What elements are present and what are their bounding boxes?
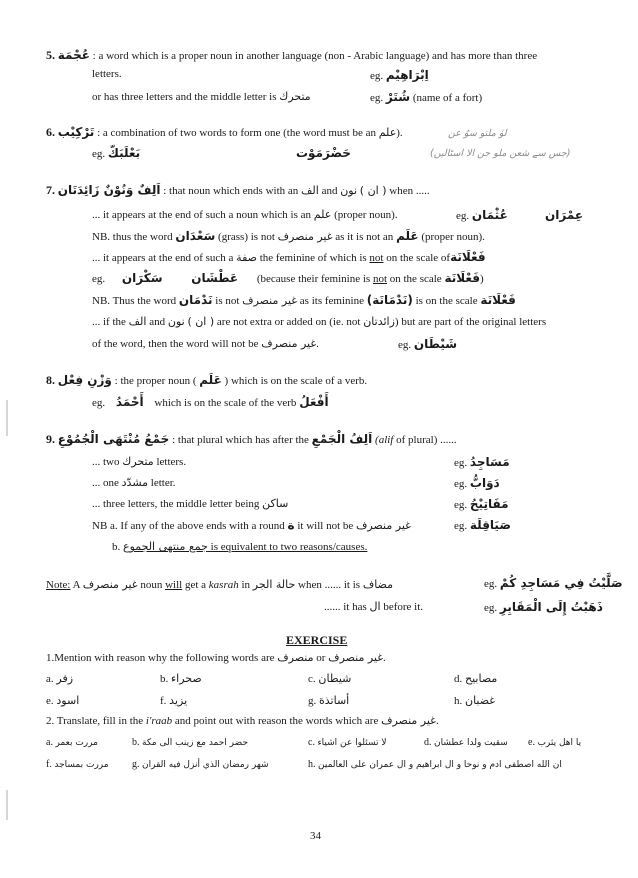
section-term: عُجْمَة — [57, 48, 90, 62]
exercise-item — [528, 737, 581, 748]
item-letter: e. — [46, 695, 54, 707]
item-letter: a. — [46, 673, 54, 685]
text: kasrah — [208, 579, 239, 591]
note: (name of a fort) — [412, 92, 483, 104]
item-word: أساتذة — [319, 694, 350, 707]
text: . — [435, 715, 439, 727]
arabic-term: علم — [378, 126, 397, 139]
section-8-line-1 — [46, 373, 367, 388]
arabic-term: منصرف — [277, 651, 314, 664]
exercise-q2 — [46, 714, 439, 727]
arabic-term: اَلِفُ الْجَمْعِ — [311, 432, 373, 446]
eg-label: eg. — [92, 273, 106, 285]
arabic-term: ( ان ) — [187, 315, 215, 328]
text: letter. — [150, 477, 176, 489]
example-word: عُثْمَان — [471, 208, 508, 222]
exercise-item — [46, 694, 79, 707]
text: in — [241, 579, 251, 591]
exercise-item — [132, 759, 269, 770]
eg-label: eg. — [92, 148, 106, 160]
arabic-term: الف — [128, 315, 147, 328]
example-word: مَفَاتِيْحُ — [469, 497, 509, 511]
item-letter: g. — [308, 695, 317, 707]
definition-text: : a word which is a proper noun in another language (non - Arabic language) and has more than three — [92, 50, 538, 62]
item-word: زفر — [56, 672, 74, 685]
text: ). — [396, 127, 403, 139]
eg-label: eg. — [370, 92, 384, 104]
section-term: اَلِفٌ وَنُوْنٌ زَائِدَتَان — [57, 183, 161, 197]
text: noun — [140, 579, 163, 591]
item-sentence: سقيت ولدا عطشان — [434, 738, 508, 748]
example-word: عِمْرَان — [545, 208, 584, 222]
text: and — [149, 316, 166, 328]
section-9-line-5 — [92, 518, 411, 532]
text: (alif — [375, 434, 394, 446]
text: ) but are part of the original letters — [394, 316, 547, 328]
section-9-eg-2 — [454, 476, 500, 490]
text: (grass) is not — [218, 231, 275, 243]
exercise-item — [132, 737, 248, 748]
arabic-term: غير منصرف — [261, 337, 317, 350]
item-letter: c. — [308, 737, 315, 748]
text: ... three letters, the middle letter being — [92, 498, 260, 510]
text: ) — [479, 273, 484, 285]
page-number: 34 — [310, 830, 321, 842]
section-7-line-2 — [92, 208, 398, 221]
arabic-term: مضاف — [362, 578, 393, 591]
section-7-eg-2 — [398, 337, 457, 351]
arabic-term: ساكن — [262, 497, 289, 510]
question-text: 2. Translate, fill in the — [46, 715, 144, 727]
example-word: أَحْمَدُ — [115, 395, 144, 409]
item-letter: b. — [160, 673, 169, 685]
section-7-line-8 — [92, 337, 319, 350]
section-7-line-7 — [92, 315, 546, 328]
text: or has three letters and the middle letter is — [92, 91, 277, 103]
arabic-term: غير منصرف — [82, 578, 138, 591]
item-word: مصابيح — [465, 672, 498, 685]
arabic-term: غير منصرف — [328, 651, 384, 664]
arabic-term: (نَدْمَانَة) — [366, 293, 413, 307]
example-word: شَيْطَان — [413, 337, 458, 351]
item-letter: f. — [160, 695, 167, 707]
text: get a — [184, 579, 207, 591]
example-sentence: ذَهَبْتُ إِلَى الْمَقَابِرِ — [499, 600, 603, 614]
text: NB a. If any of the above ends with a round — [92, 520, 285, 532]
item-letter: e. — [528, 737, 535, 748]
item-word: غضبان — [465, 694, 496, 707]
arabic-term: فَعْلَانَة — [480, 293, 516, 307]
item-sentence: حضر احمد مع زينب الى مكة — [142, 738, 249, 748]
exercise-item — [46, 759, 109, 770]
section-number: 6. — [46, 125, 55, 139]
exercise-item — [308, 759, 562, 770]
text: (proper noun). — [421, 231, 485, 243]
text: and — [321, 185, 338, 197]
exercise-item — [424, 737, 508, 748]
text: as it is not an — [335, 231, 394, 243]
text: ... it appears at the end of such a noun which is an — [92, 209, 312, 221]
section-7-line-4 — [92, 250, 486, 264]
text: and point out with reason the words which are — [174, 715, 379, 727]
arabic-term: صفة — [236, 251, 257, 264]
section-number: 9. — [46, 432, 55, 446]
section-number: 8. — [46, 373, 55, 387]
exercise-item — [160, 672, 202, 685]
item-letter: b. — [132, 737, 140, 748]
section-9-eg-4 — [454, 518, 511, 532]
exercise-item — [454, 694, 495, 707]
question-text: 1.Mention with reason why the following words are — [46, 652, 275, 664]
text: i'raab — [145, 715, 173, 727]
eg-label: eg. — [456, 210, 470, 222]
item-letter: h. — [308, 759, 316, 770]
section-5-line-1 — [46, 48, 537, 63]
section-term: تَرْكِيْب — [57, 125, 95, 139]
arabic-term: غير منصرف — [381, 714, 436, 727]
text: which is on the scale of the verb — [154, 397, 297, 409]
item-sentence: مررت بعمر — [55, 738, 98, 748]
section-5-line-2 — [92, 68, 122, 80]
arabic-term: عَلَم — [396, 229, 419, 243]
arabic-term: فَعْلَانَة — [450, 250, 486, 264]
text: b. — [112, 541, 121, 553]
text: when ...... it is — [298, 579, 361, 591]
item-sentence: مررت بمساجد — [54, 760, 109, 770]
text: as its feminine — [299, 295, 364, 307]
arabic-term: زائدتان — [363, 315, 395, 328]
arabic-term: متحرك — [279, 90, 311, 103]
item-word: اسود — [56, 694, 80, 707]
exercise-q1 — [46, 651, 386, 664]
item-word: يزيد — [169, 694, 188, 707]
arabic-term: فَعْلَانَة — [444, 271, 480, 285]
section-9-eg-3 — [454, 497, 509, 511]
section-5-eg-1 — [370, 68, 429, 82]
example-word: حَضْرَمَوْت — [296, 146, 351, 160]
arabic-term: متحرك — [122, 455, 154, 468]
section-6-eg-2 — [296, 146, 351, 160]
margin-mark — [6, 400, 8, 436]
text: ... two — [92, 456, 120, 468]
item-letter: h. — [454, 695, 463, 707]
text: NB. Thus the word — [92, 295, 177, 307]
definition-text: : that noun which ends with an — [163, 185, 299, 197]
example-sentence: صَلَّيْتُ فِي مَسَاجِدِ كُمْ — [499, 576, 623, 590]
example-word: مَسَاجِدُ — [469, 455, 510, 469]
definition-text: : a combination of two words to form one (the word must be an — [97, 127, 376, 139]
text: is equivalent to two reasons/causes. — [210, 541, 368, 553]
eg-label: eg. — [370, 70, 384, 82]
arabic-term: أَفْعَلُ — [299, 395, 329, 409]
example-word: سَكْرَان — [121, 271, 163, 285]
text: when ..... — [389, 185, 430, 197]
arabic-term: الف — [301, 184, 319, 197]
item-sentence: لا تسئلوا عن اشياء — [317, 738, 387, 748]
arabic-term: ال — [369, 600, 381, 613]
item-letter: f. — [46, 759, 52, 770]
arabic-term: نون — [340, 184, 358, 197]
exercise-item — [46, 737, 98, 748]
text: . — [383, 652, 386, 664]
section-7-line-3 — [92, 229, 485, 243]
definition-text: : that plural which has after the — [172, 434, 309, 446]
eg-label: eg. — [92, 397, 106, 409]
text: letters. — [156, 456, 187, 468]
item-sentence: يا اهل يثرب — [537, 738, 582, 748]
section-number: 5. — [46, 48, 55, 62]
eg-label: eg. — [454, 499, 468, 511]
section-term: جَمْعُ مُنْتَهَى الْجُمُوْعِ — [57, 432, 170, 446]
section-9-line-2 — [92, 455, 186, 468]
section-7-eg-extra — [545, 208, 583, 222]
item-word: صحراء — [171, 672, 202, 685]
section-6-eg — [92, 146, 140, 160]
section-7-line-6 — [92, 293, 516, 307]
arabic-term: غير منصرف — [242, 294, 298, 307]
section-7-eg — [456, 208, 508, 222]
example-word: صَيَاقِلَة — [469, 518, 511, 532]
text: ... one — [92, 477, 119, 489]
eg-label: eg. — [484, 578, 498, 590]
arabic-term: غير منصرف — [277, 230, 333, 243]
section-9-line-3 — [92, 476, 176, 489]
item-letter: d. — [424, 737, 432, 748]
arabic-term: عَلَم — [199, 373, 222, 387]
item-letter: d. — [454, 673, 463, 685]
handwritten-text: (جس سے شعن ملو جن الا اسٹالیں) — [430, 148, 571, 159]
eg-label: eg. — [398, 339, 412, 351]
exercise-item — [454, 672, 497, 685]
text: ) which is on the scale of a verb. — [224, 375, 368, 387]
note-line-1 — [46, 578, 393, 591]
item-letter: g. — [132, 759, 140, 770]
item-sentence: ان الله اصطفى ادم و نوحا و ال ابراهيم و ال عمران على العالمين — [318, 760, 562, 770]
section-9-line-1 — [46, 432, 457, 447]
example-word: دَوَابُّ — [469, 476, 500, 490]
eg-label: eg. — [454, 478, 468, 490]
text: of the word, then the word will not be — [92, 338, 259, 350]
section-term: وَزْنِ فِعْل — [57, 373, 112, 387]
section-6-line-1 — [46, 125, 403, 140]
text: A — [72, 579, 80, 591]
eg-label: eg. — [484, 602, 498, 614]
text: (proper noun). — [334, 209, 398, 221]
exercise-item — [160, 694, 187, 707]
margin-mark — [6, 790, 8, 820]
exercise-item — [308, 672, 351, 685]
text: of plural) ...... — [396, 434, 457, 446]
exercise-title: EXERCISE — [286, 633, 348, 647]
text: (because their feminine is — [256, 273, 371, 285]
handwritten-note — [448, 128, 507, 139]
arabic-term: ( ان ) — [359, 184, 387, 197]
arabic-term: علم — [313, 208, 332, 221]
arabic-term: جمع منتهى الجموع — [123, 540, 208, 553]
eg-label: eg. — [454, 520, 468, 532]
text: will — [165, 579, 183, 591]
section-number: 7. — [46, 183, 55, 197]
eg-label: eg. — [454, 457, 468, 469]
text: ... it appears at the end of such a — [92, 252, 234, 264]
arabic-term: مشدّد — [121, 476, 149, 489]
text: . — [316, 338, 319, 350]
exercise-item — [308, 737, 387, 748]
item-sentence: شهر رمضان الذي أنزل فيه القران — [142, 760, 269, 770]
item-letter: c. — [308, 673, 316, 685]
exercise-item — [46, 672, 73, 685]
text: not — [369, 252, 384, 264]
arabic-term: سَعْدَان — [175, 229, 216, 243]
text: on the scale — [389, 273, 442, 285]
text: letters. — [92, 68, 122, 80]
section-9-line-4 — [92, 497, 288, 510]
section-7-line-5 — [92, 271, 484, 285]
arabic-term: نون — [167, 315, 185, 328]
item-letter: a. — [46, 737, 53, 748]
text: is not — [215, 295, 240, 307]
section-7-line-1 — [46, 183, 430, 198]
note-label: Note: — [46, 579, 71, 591]
item-word: شيطان — [318, 672, 352, 685]
section-5-line-3 — [92, 90, 311, 103]
handwritten-note — [430, 148, 570, 159]
example-word: اِبْرَاهِيْم — [385, 68, 429, 82]
example-word: بَعْلَبَكّ — [107, 146, 141, 160]
text: NB. thus the word — [92, 231, 173, 243]
note-line-2 — [324, 600, 423, 613]
handwritten-text: لوٰ ملتو سوُ عن — [448, 128, 507, 139]
text: it will not be — [297, 520, 354, 532]
definition-text: : the proper noun ( — [114, 375, 197, 387]
text: or — [316, 652, 326, 664]
text: before it. — [383, 601, 424, 613]
text: is on the scale — [415, 295, 478, 307]
text: not — [372, 273, 387, 285]
text: ...... it has — [324, 601, 367, 613]
arabic-term: ة — [287, 518, 295, 532]
note-eg-1 — [484, 576, 623, 590]
arabic-term: حالة الجر — [252, 578, 296, 591]
section-5-eg-2 — [370, 90, 482, 104]
arabic-term: غير منصرف — [356, 519, 411, 532]
text: are not extra or added on (ie. not — [216, 316, 361, 328]
section-9-line-6 — [112, 540, 367, 553]
note-eg-2 — [484, 600, 603, 614]
example-word: عَطْشَان — [191, 271, 239, 285]
exercise-item — [308, 694, 349, 707]
section-8-eg — [92, 395, 329, 409]
text: the feminine of which is — [259, 252, 367, 264]
text: on the scale of — [386, 252, 451, 264]
text: ... if the — [92, 316, 126, 328]
example-word: شُتَرْ — [385, 90, 411, 104]
section-9-eg-1 — [454, 455, 510, 469]
arabic-term: نَدْمَان — [178, 293, 213, 307]
